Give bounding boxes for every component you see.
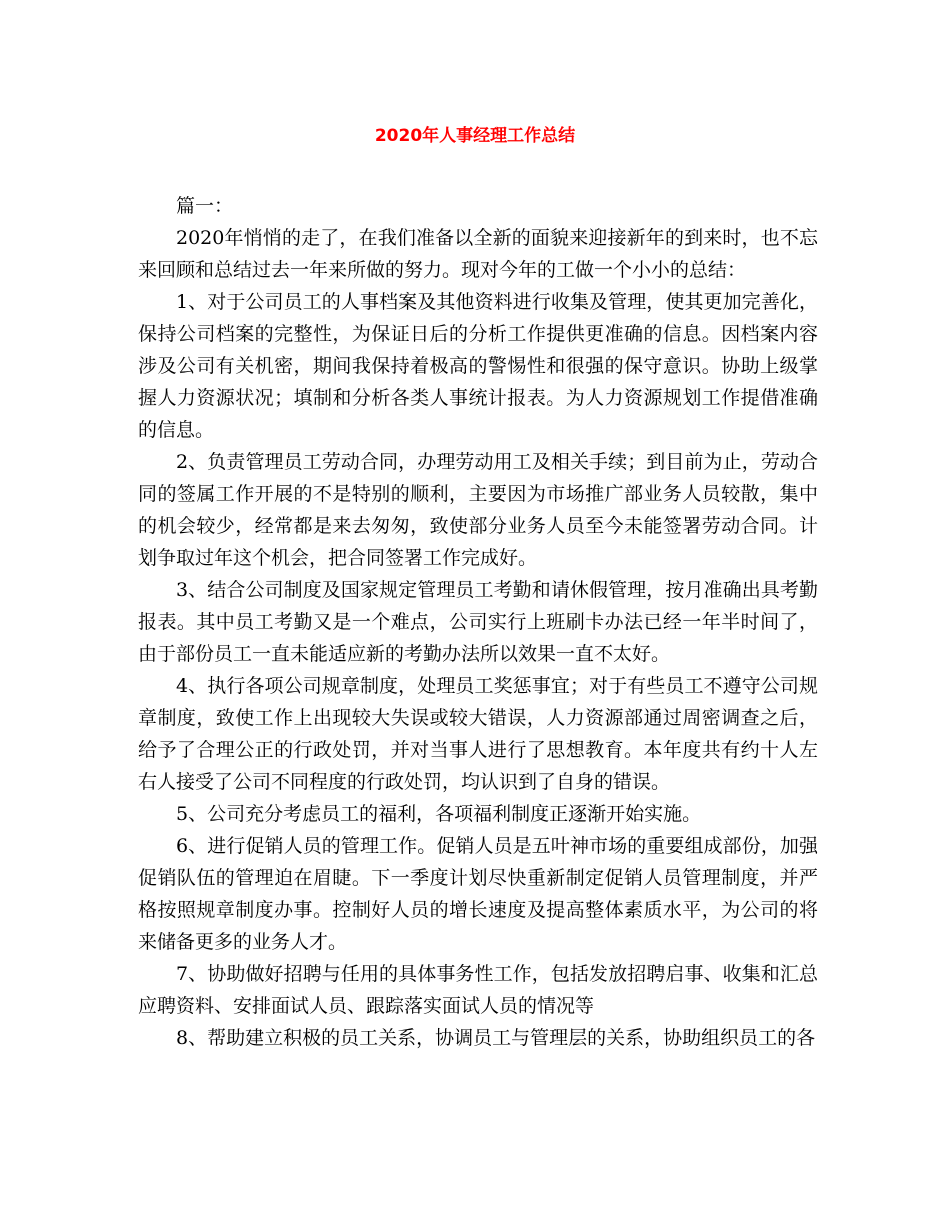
paragraph-item-7: 7、协助做好招聘与任用的具体事务性工作，包括发放招聘启事、收集和汇总应聘资料、安排面试人员、跟踪落实面试人员的情况等	[138, 963, 818, 1017]
document-body	[138, 190, 818, 1054]
paragraph-item-2: 2、负责管理员工劳动合同，办理劳动用工及相关手续；到目前为止，劳动合同的签属工作开展的不是特别的顺利，主要因为市场推广部业务人员较散，集中的机会较少，经常都是来去匆匆，致使部分业务人员至今未能签署劳动合同。计划争取过年这个机会，把合同签署工作完成好。	[138, 451, 818, 569]
document-title: 2020年人事经理工作总结	[374, 126, 576, 146]
paragraph-item-4: 4、执行各项公司规章制度，处理员工奖惩事宜；对于有些员工不遵守公司规章制度，致使工作上出现较大失误或较大错误，人力资源部通过周密调查之后，给予了合理公正的行政处罚，并对当事人进行了思想教育。本年度共有约十人左右人接受了公司不同程度的行政处罚，均认识到了自身的错误。	[138, 675, 818, 793]
paragraph-item-1: 1、对于公司员工的人事档案及其他资料进行收集及管理，使其更加完善化，保持公司档案的完整性，为保证日后的分析工作提供更准确的信息。因档案内容涉及公司有关机密，期间我保持着极高的警惕性和很强的保守意识。协助上级掌握人力资源状况；填制和分析各类人事统计报表。为人力资源规划工作提借准确的信息。	[138, 291, 818, 441]
paragraph-item-5: 5、公司充分考虑员工的福利，各项福利制度正逐渐开始实施。	[176, 803, 702, 825]
paragraph-item-3: 3、结合公司制度及国家规定管理员工考勤和请休假管理，按月准确出具考勤报表。其中员工考勤又是一个难点，公司实行上班刷卡办法已经一年半时间了，由于部份员工一直未能适应新的考勤办法所以效果一直不太好。	[138, 579, 818, 665]
paragraph-item-8: 8、帮助建立积极的员工关系，协调员工与管理层的关系，协助组织员工的各	[176, 1027, 816, 1049]
paragraph-item-6: 6、进行促销人员的管理工作。促销人员是五叶神市场的重要组成部份，加强促销队伍的管理迫在眉睫。下一季度计划尽快重新制定促销人员管理制度，并严格按照规章制度办事。控制好人员的增长速度及提高整体素质水平，为公司的将来储备更多的业务人才。	[138, 835, 818, 953]
paragraph-intro: 2020年悄悄的走了，在我们准备以全新的面貌来迎接新年的到来时，也不忘来回顾和总结过去一年来所做的努力。现对今年的工做一个小小的总结：	[138, 227, 818, 281]
paragraph-section-heading: 篇一：	[176, 195, 234, 217]
